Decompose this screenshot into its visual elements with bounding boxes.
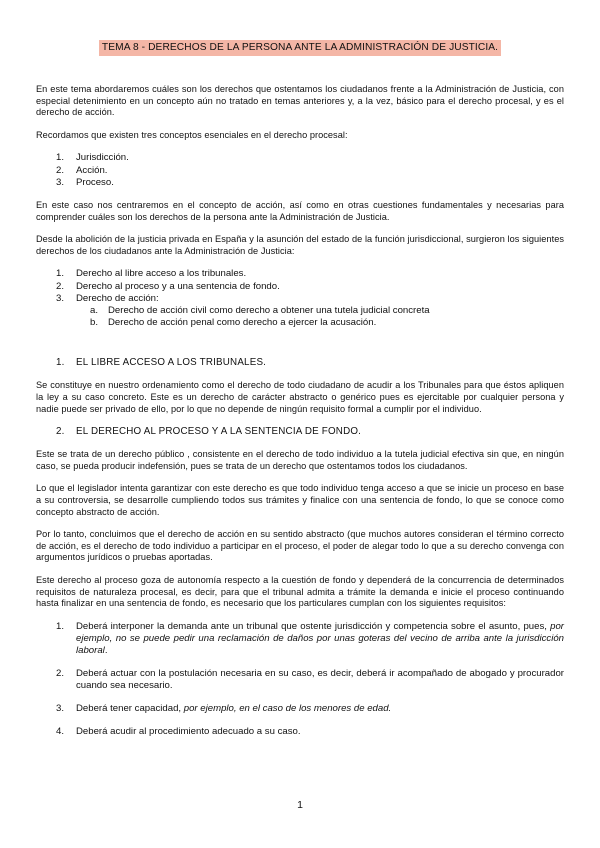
example-text: por ejemplo, en el caso de los menores de edad. [183, 702, 392, 714]
list-item: a. Derecho de acción civil como derecho a obtener una tutela judicial concreta [90, 304, 430, 316]
rights-list [36, 268, 564, 329]
example-text: por ejemplo, no se puede pedir una reclamación de daños por unas goteras del vecino de arriba ante la jurisdicción laboral [76, 620, 564, 656]
list-item: 2. Acción. [56, 164, 108, 176]
list-item: 3. Deberá tener capacidad, por ejemplo, en el caso de los menores de edad. [56, 702, 392, 714]
list-item: 4. Deberá acudir al procedimiento adecuado a su caso. [56, 725, 301, 737]
page-number: 1 [297, 799, 303, 811]
section-2-paragraph-1: Este se trata de un derecho público , consistente en el derecho de todo individuo a la tutela judicial efectiva sin que, en ningún caso, se pueda producir indefensión, pues se trata de un derecho que ostentamos todos los ciudadanos. [36, 449, 564, 471]
list-item: 1. Deberá interponer la demanda ante un tribunal que ostente jurisdicción y competencia sobre el asunto, pues, por ejemplo, no se puede pedir una reclamación de daños por unas goteras del vecino de arriba ante la jurisdicción laboral. [56, 620, 564, 656]
section-2-paragraph-4: Este derecho al proceso goza de autonomía respecto a la cuestión de fondo y dependerá de la concurrencia de determinados requisitos de naturaleza procesal, es decir, para que el tribunal admita a trámite la demanda e inicie el proceso continuando hasta finalizar en una sentencia de fondo, es necesario que los particulares cumplan con los siguientes requisitos: [36, 574, 564, 609]
section-2-paragraph-2: Lo que el legislador intenta garantizar con este derecho es que todo individuo tenga acceso a que se inicie un proceso en base a su controversia, se desarrolle cumpliendo todos sus trámites y finalice con una sentencia de fondo, lo que se conoce como concepto abstracto de acción. [36, 483, 564, 517]
section-2-heading: 2. EL DERECHO AL PROCESO Y A LA SENTENCIA DE FONDO. [56, 426, 362, 438]
section-1-paragraph: Se constituye en nuestro ordenamiento como el derecho de todo ciudadano de acudir a los Tribunales para que éstos apliquen la ley a su caso concreto. Este es un derecho de carácter abstracto o genérico pues es ejercitable por cualquier persona y nadie puede ser privado de ello, por lo que no depende de ningún requisito formal a cumplir por el individuo. [36, 380, 564, 414]
list-item: b. Derecho de acción penal como derecho a ejercer la acusación. [90, 317, 377, 329]
section-2-paragraph-3: Por lo tanto, concluimos que el derecho de acción en su sentido abstracto (que muchos autores consideran el término correcto de acción, es el derecho de todo individuo a participar en el proceso, el poder de alegar todo lo que a su derecho convenga con argumentos jurídicos o pruebas aportadas. [36, 529, 564, 563]
section-1-heading: 1. EL LIBRE ACCESO A LOS TRIBUNALES. [56, 357, 267, 369]
list-item: 2. Derecho al proceso y a una sentencia de fondo. [56, 280, 280, 292]
requirements-list [36, 621, 564, 738]
focus-paragraph: En este caso nos centraremos en el concepto de acción, así como en otras cuestiones fundamentales y necesarias para comprender cuáles son los derechos de la persona ante la Administración de Justicia. [36, 199, 564, 222]
list-item: 3. Proceso. [56, 176, 114, 188]
list-item: 1. Derecho al libre acceso a los tribunales. [56, 268, 247, 280]
intro-paragraph: En este tema abordaremos cuáles son los derechos que ostentamos los ciudadanos frente a la Administración de Justicia, con especial detenimiento en un concepto aún no tratado en temas anteriores y, a la vez, básico para el derecho procesal, y es el derecho de acción. [36, 84, 564, 118]
list-item: 2. Deberá actuar con la postulación necesaria en su caso, es decir, deberá ir acompañado de abogado y procurador cuando sea necesario. [56, 667, 564, 691]
abolition-paragraph: Desde la abolición de la justicia privada en España y la asunción del estado de la función jurisdiccional, surgieron los siguientes derechos de los ciudadanos ante la Administración de Justicia: [36, 234, 564, 256]
concepts-list [36, 152, 564, 189]
page-title: TEMA 8 - DERECHOS DE LA PERSONA ANTE LA ADMINISTRACIÓN DE JUSTICIA. [99, 40, 501, 56]
title-wrap [36, 0, 564, 56]
list-item: 1. Jurisdicción. [56, 152, 129, 164]
concepts-intro-paragraph: Recordamos que existen tres conceptos esenciales en el derecho procesal: [36, 129, 348, 140]
list-item: 3. Derecho de acción: [56, 292, 159, 304]
